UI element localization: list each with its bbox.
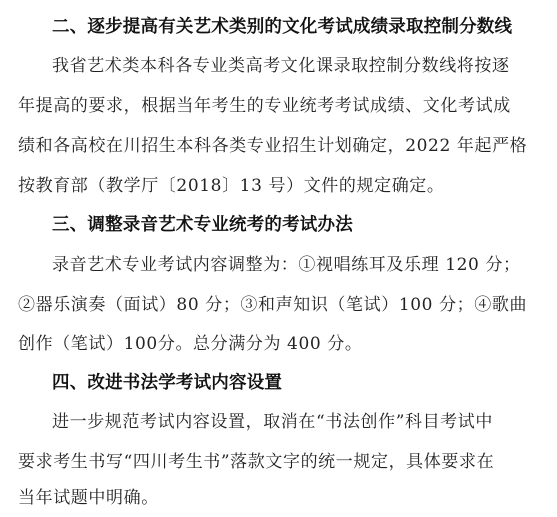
paragraph-line: 要求考生书写“四川考生书”落款文字的统一规定，具体要求在 — [18, 452, 495, 472]
paragraph-line: 进一步规范考试内容设置，取消在“书法创作”科目考试中 — [52, 412, 493, 432]
paragraph-line: 绩和各高校在川招生本科各类专业招生计划确定，2022 年起严格 — [18, 136, 528, 156]
paragraph-line: ②器乐演奏（面试）80 分；③和声知识（笔试）100 分；④歌曲 — [18, 295, 528, 315]
paragraph-line: 录音艺术专业考试内容调整为：①视唱练耳及乐理 120 分； — [52, 255, 521, 275]
paragraph-line: 我省艺术类本科各专业类高考文化课录取控制分数线将按逐 — [52, 56, 510, 76]
paragraph-line: 年提高的要求，根据当年考生的专业统考考试成绩、文化考试成 — [18, 96, 511, 116]
paragraph-line: 当年试题中明确。 — [18, 488, 159, 508]
section-heading-3: 三、调整录音艺术专业统考的考试办法 — [52, 215, 353, 235]
section-heading-4: 四、改进书法学考试内容设置 — [52, 373, 283, 393]
paragraph-line: 按教育部（教学厅〔2018〕13 号）文件的规定确定。 — [18, 176, 445, 196]
section-heading-2: 二、逐步提高有关艺术类别的文化考试成绩录取控制分数线 — [52, 17, 513, 37]
paragraph-line: 创作（笔试）100分。总分满分为 400 分。 — [18, 334, 363, 354]
